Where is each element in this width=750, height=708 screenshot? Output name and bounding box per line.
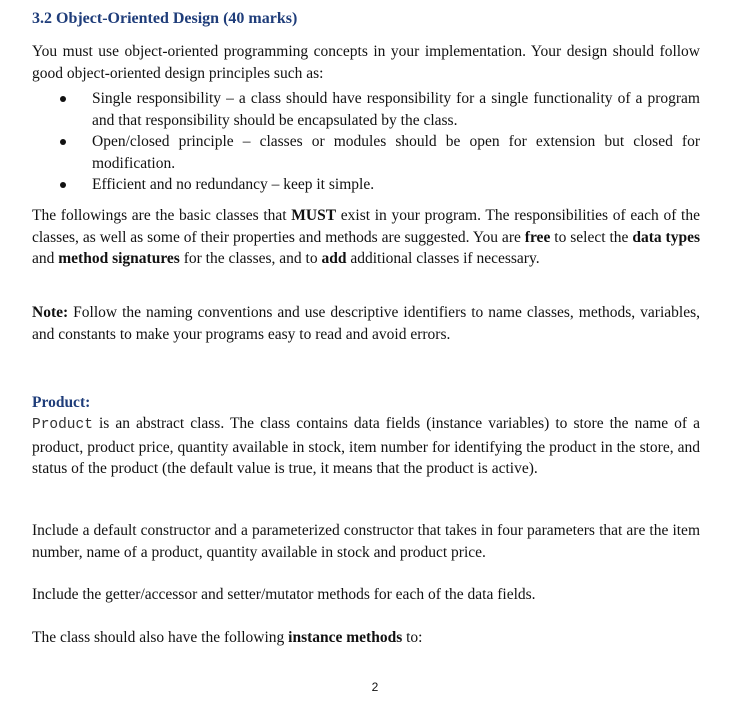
bullet-icon <box>60 139 66 145</box>
accessors-paragraph: Include the getter/accessor and setter/mutator methods for each of the data fields. <box>32 586 536 603</box>
emphasis-add: add <box>321 250 347 267</box>
section-heading: 3.2 Object-Oriented Design (40 marks) <box>32 10 298 27</box>
constructors-paragraph: Include a default constructor and a parameterized constructor that takes in four parameters that are the item number, name of a product, quantity available in stock and product price. <box>32 522 700 561</box>
principle-item <box>32 88 700 131</box>
text-run: The class should also have the following <box>32 629 289 646</box>
text-run: additional classes if necessary. <box>346 250 540 267</box>
classes-paragraph <box>32 205 700 270</box>
emphasis-data-types: data types <box>632 228 700 246</box>
text-run: to: <box>402 629 423 646</box>
principle-text: Open/closed principle – classes or modules should be open for extension but closed for modification. <box>92 133 700 172</box>
emphasis-free: free <box>524 228 551 246</box>
note-paragraph <box>32 302 700 345</box>
text-run: for the classes, and to <box>179 250 322 267</box>
class-name-code: Product <box>32 417 93 433</box>
text-run: The followings are the basic classes that <box>32 207 292 224</box>
emphasis-must: MUST <box>291 207 337 224</box>
emphasis-method-signatures: method signatures <box>58 250 180 267</box>
note-label: Note: <box>32 304 69 321</box>
page-number: 2 <box>371 680 379 694</box>
emphasis-instance-methods: instance methods <box>288 629 403 646</box>
text-run: exist in your program. The responsibilities of each of the classes, as well as some of their properties and methods are suggested. You are <box>32 207 700 246</box>
text-run: to select the <box>550 228 633 246</box>
product-heading: Product: <box>32 394 91 411</box>
bullet-icon <box>60 182 66 188</box>
text-run: is an abstract class. The class contains data fields (instance variables) to store the name of a product, product price, quantity available in stock, item number for identifying the product in the store, and status of the product (the default value is true, it means that the product is active). <box>32 415 700 477</box>
instance-methods-paragraph <box>32 627 700 649</box>
principle-text: Single responsibility – a class should have responsibility for a single functionality of a program and that responsibility should be encapsulated by the class. <box>92 90 700 129</box>
bullet-icon <box>60 96 66 102</box>
note-text: Follow the naming conventions and use descriptive identifiers to name classes, methods, variables, and constants to make your programs easy to read and avoid errors. <box>32 304 700 343</box>
principle-item <box>32 174 700 196</box>
principle-item <box>32 131 700 174</box>
text-run: and <box>32 250 59 267</box>
principles-list <box>32 88 700 196</box>
product-description <box>32 413 700 480</box>
principle-text: Efficient and no redundancy – keep it simple. <box>92 176 375 193</box>
intro-paragraph: You must use object-oriented programming concepts in your implementation. Your design should follow good object-oriented design principles such as: <box>32 43 700 82</box>
